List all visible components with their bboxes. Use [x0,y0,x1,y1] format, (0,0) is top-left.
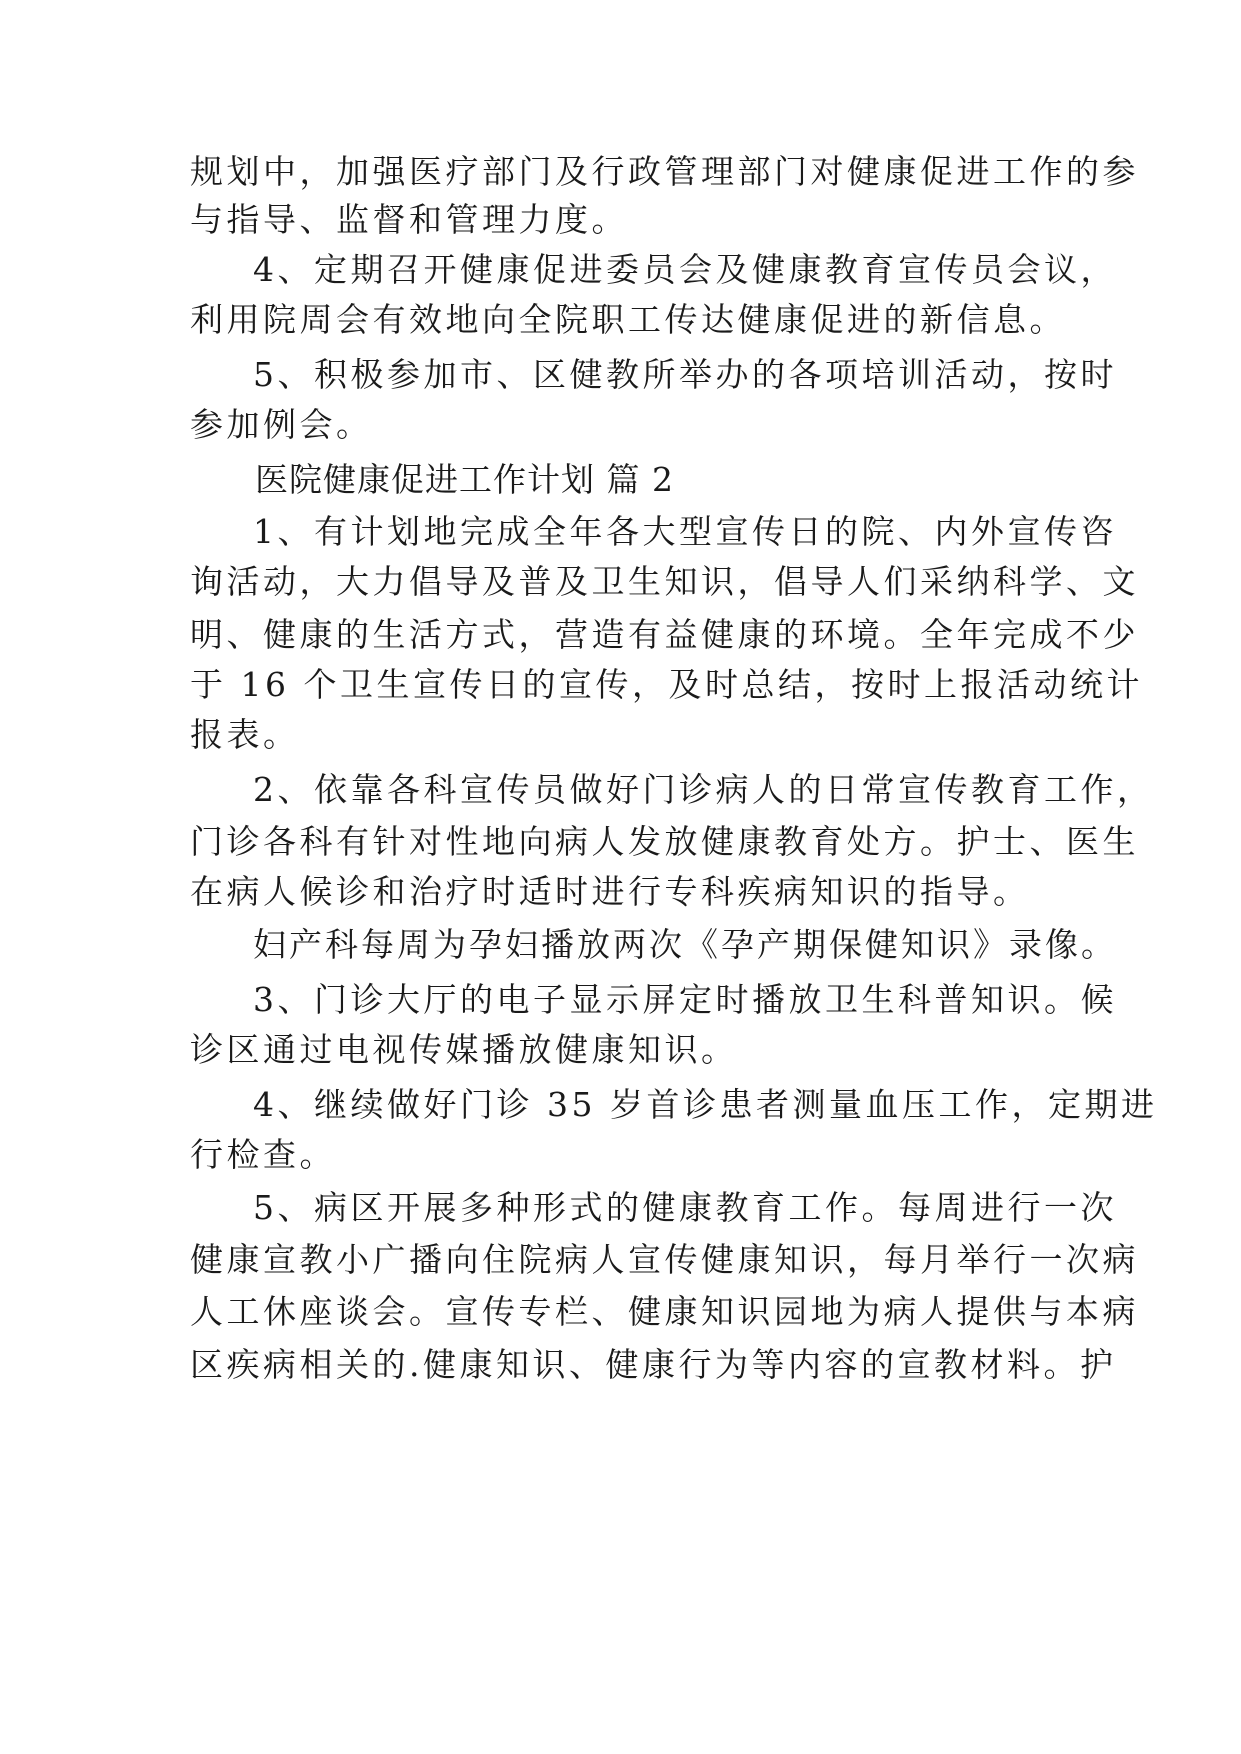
text-line: 人工休座谈会。宣传专栏、健康知识园地为病人提供与本病 [190,1292,1139,1331]
text-line: 行检查。 [190,1135,336,1174]
text-line: 询活动，大力倡导及普及卫生知识，倡导人们采纳科学、文 [190,562,1139,601]
text-line: 门诊各科有针对性地向病人发放健康教育处方。护士、医生 [190,822,1139,861]
text-line: 于 16 个卫生宣传日的宣传，及时总结，按时上报活动统计 [190,665,1143,704]
text-line: 4、定期召开健康促进委员会及健康教育宣传员会议， [253,250,1117,289]
text-line: 3、门诊大厅的电子显示屏定时播放卫生科普知识。候 [253,980,1117,1019]
text-line: 4、继续做好门诊 35 岁首诊患者测量血压工作，定期进 [253,1085,1158,1124]
text-line: 与指导、监督和管理力度。 [190,200,628,239]
text-line: 参加例会。 [190,405,373,444]
text-line: 5、病区开展多种形式的健康教育工作。每周进行一次 [253,1188,1117,1227]
text-line: 5、积极参加市、区健教所举办的各项培训活动，按时 [253,355,1117,394]
section-heading: 医院健康促进工作计划 篇 2 [255,460,674,499]
text-line: 区疾病相关的.健康知识、健康行为等内容的宣教材料。护 [190,1345,1117,1384]
text-line: 规划中，加强医疗部门及行政管理部门对健康促进工作的参 [190,152,1139,191]
text-line: 健康宣教小广播向住院病人宣传健康知识，每月举行一次病 [190,1240,1139,1279]
text-line: 利用院周会有效地向全院职工传达健康促进的新信息。 [190,300,1066,339]
text-line: 诊区通过电视传媒播放健康知识。 [190,1030,738,1069]
text-line: 妇产科每周为孕妇播放两次《孕产期保健知识》录像。 [253,925,1117,964]
text-line: 在病人候诊和治疗时适时进行专科疾病知识的指导。 [190,872,1030,911]
text-line: 1、有计划地完成全年各大型宣传日的院、内外宣传咨 [253,512,1117,551]
text-line: 报表。 [190,715,300,754]
text-line: 明、健康的生活方式，营造有益健康的环境。全年完成不少 [190,615,1139,654]
text-line: 2、依靠各科宣传员做好门诊病人的日常宣传教育工作， [253,770,1154,809]
